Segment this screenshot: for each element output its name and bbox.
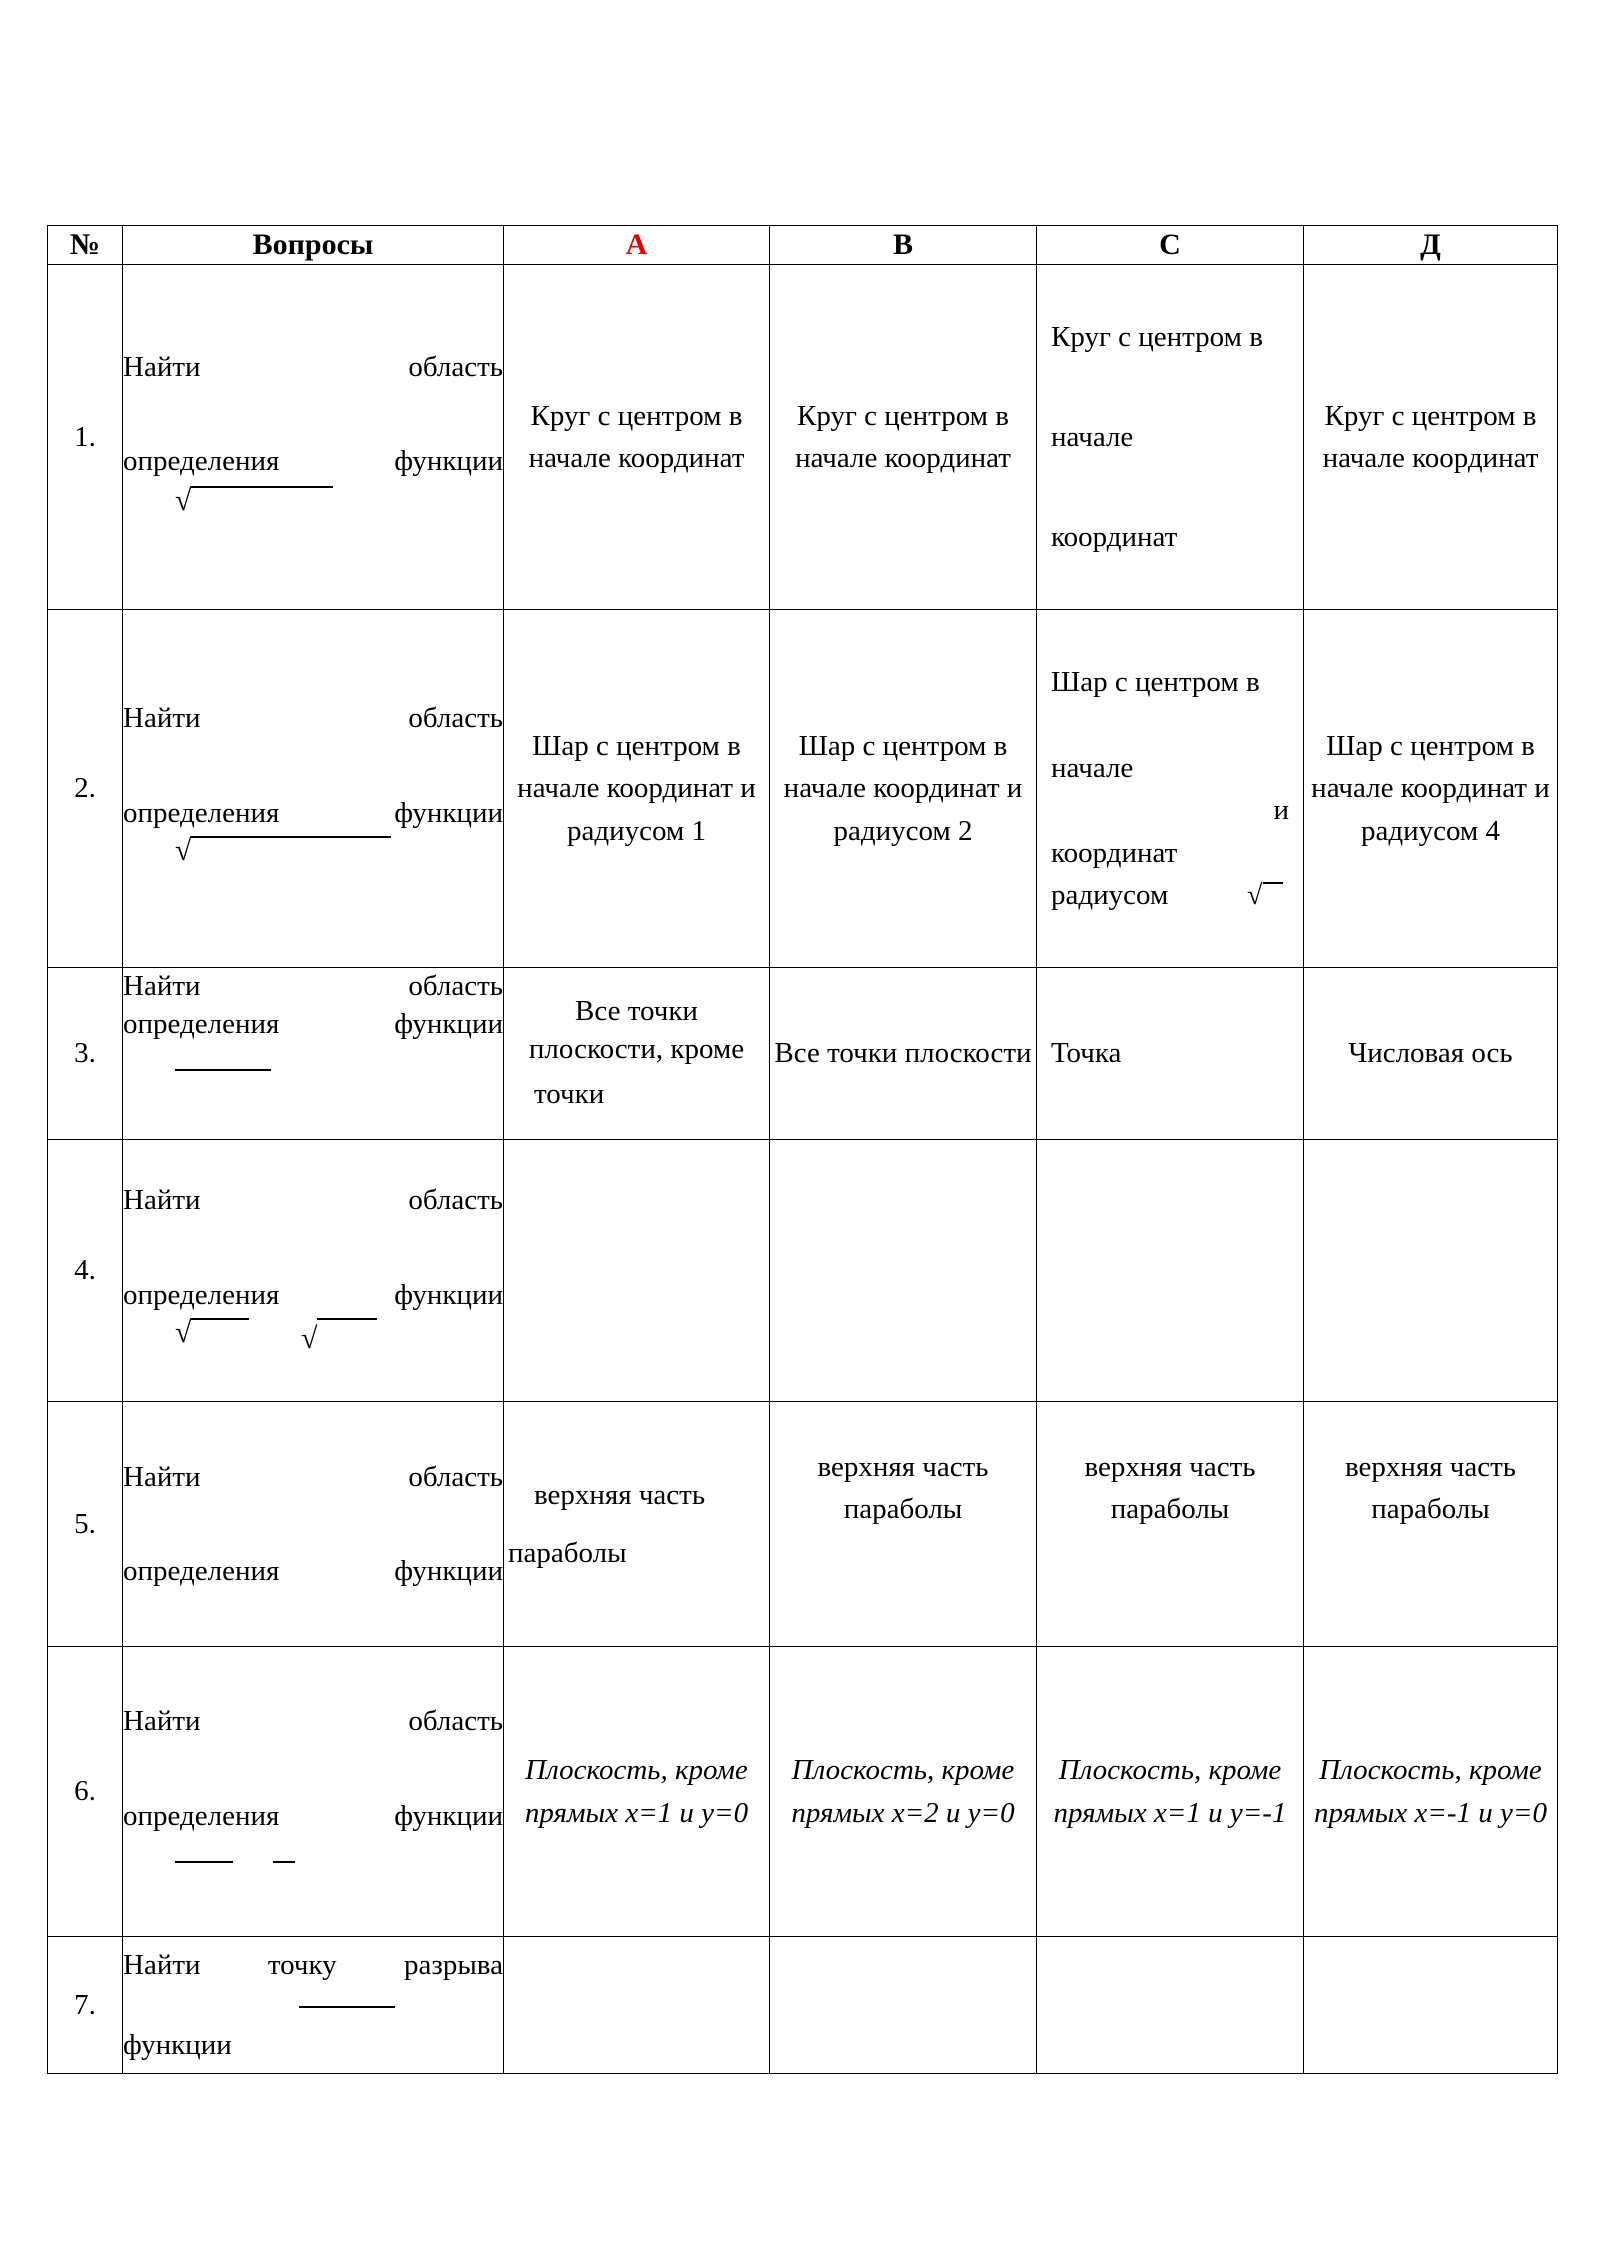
answer-line: координат (1051, 836, 1178, 869)
question-word: определения (123, 796, 280, 829)
answer-d[interactable]: Числовая ось (1304, 968, 1558, 1140)
question-word: разрыва (404, 1948, 503, 1981)
formula-placeholder: √ (123, 482, 503, 528)
answer-line: Все точки (575, 994, 698, 1027)
answer-c[interactable] (1037, 265, 1304, 610)
answer-c[interactable] (1037, 610, 1304, 968)
answer-b[interactable]: Шар с центром в начале координат и радиусом 2 (770, 610, 1037, 968)
header-option-a: А (504, 226, 770, 265)
row-number: 7. (48, 1937, 123, 2074)
table-row (48, 1140, 1558, 1402)
row-number: 4. (48, 1140, 123, 1402)
answer-a[interactable]: Плоскость, кроме прямых x=1 и y=0 (504, 1647, 770, 1937)
answer-c[interactable] (1037, 1140, 1304, 1402)
table-row (48, 968, 1558, 1140)
formula-placeholder (123, 1837, 503, 1883)
question-word: функции (394, 445, 503, 477)
answer-b[interactable]: Круг с центром в начале координат (770, 265, 1037, 610)
answer-line: Круг с центром в (1051, 320, 1263, 353)
row-number: 2. (48, 610, 123, 968)
table-row (48, 1937, 1558, 2074)
header-questions: Вопросы (123, 226, 504, 265)
answer-line: параболы (508, 1537, 627, 1569)
question-word: функции (394, 1799, 503, 1832)
question-word: функции (394, 1278, 503, 1311)
header-option-d: Д (1304, 226, 1558, 265)
answer-a[interactable] (504, 1937, 770, 2074)
question-word: функции (394, 796, 503, 829)
question-word: определения (123, 1278, 280, 1311)
answer-c[interactable]: верхняя часть параболы (1037, 1402, 1304, 1647)
question-word: Найти (123, 350, 201, 383)
quiz-table (47, 225, 1558, 2074)
answer-line: и (1273, 794, 1289, 827)
answer-d[interactable]: Шар с центром в начале координат и радиусом 4 (1304, 610, 1558, 968)
answer-line: начале (1051, 752, 1134, 785)
answer-word: радиусом (1051, 878, 1169, 911)
answer-d[interactable] (1304, 1140, 1558, 1402)
formula-placeholder (123, 1043, 503, 1089)
question-word: определения (123, 1007, 280, 1040)
answer-b[interactable] (770, 1937, 1037, 2074)
table-row (48, 265, 1558, 610)
answer-a[interactable] (504, 1140, 770, 1402)
answer-b[interactable]: Все точки плоскости (770, 968, 1037, 1140)
header-row (48, 226, 1558, 265)
question-word: Найти (123, 1948, 201, 1981)
question-word: Найти (123, 1184, 201, 1217)
question-word: точку (267, 1948, 337, 1981)
question-cell (123, 610, 504, 968)
answer-line: радиусом √ (1051, 874, 1289, 916)
answer-c[interactable]: Плоскость, кроме прямых x=1 и y=-1 (1037, 1647, 1304, 1937)
row-number: 1. (48, 265, 123, 610)
answer-line: координат (1051, 521, 1178, 554)
question-cell (123, 1140, 504, 1402)
answer-line: Шар с центром в (1051, 666, 1260, 699)
answer-line: начале (1051, 420, 1134, 453)
formula-placeholder: √ (123, 834, 503, 880)
row-number: 6. (48, 1647, 123, 1937)
answer-c[interactable] (1037, 1937, 1304, 2074)
question-word: область (408, 350, 503, 383)
formula-placeholder: √ √ (123, 1316, 503, 1362)
question-word: область (408, 1184, 503, 1217)
answer-a[interactable] (504, 1402, 770, 1647)
answer-b[interactable]: верхняя часть параболы (770, 1402, 1037, 1647)
question-word: функции (394, 1007, 503, 1040)
formula-placeholder (123, 1986, 503, 2024)
header-num: № (48, 226, 123, 265)
answer-line: верхняя часть (534, 1478, 706, 1511)
answer-c[interactable]: Точка (1037, 968, 1304, 1140)
question-word: Найти (123, 1705, 201, 1738)
answer-line: точки (534, 1078, 605, 1111)
answer-a[interactable] (504, 968, 770, 1140)
question-cell (123, 1647, 504, 1937)
question-cell (123, 1937, 504, 2074)
question-word: Найти (123, 702, 201, 735)
answer-a[interactable]: Шар с центром в начале координат и радиусом 1 (504, 610, 770, 968)
question-word: функции (394, 1555, 503, 1587)
header-option-c: С (1037, 226, 1304, 265)
question-word: область (408, 1460, 503, 1493)
answer-b[interactable]: Плоскость, кроме прямых x=2 и y=0 (770, 1647, 1037, 1937)
question-word: область (408, 702, 503, 735)
table-row (48, 610, 1558, 968)
row-number: 3. (48, 968, 123, 1140)
answer-d[interactable]: Плоскость, кроме прямых x=-1 и y=0 (1304, 1647, 1558, 1937)
answer-b[interactable] (770, 1140, 1037, 1402)
question-word: область (408, 1705, 503, 1738)
question-word: определения (123, 1799, 280, 1832)
header-option-b: В (770, 226, 1037, 265)
question-word: Найти (123, 1460, 201, 1493)
table-row (48, 1402, 1558, 1647)
question-cell (123, 265, 504, 610)
answer-d[interactable]: верхняя часть параболы (1304, 1402, 1558, 1647)
question-word: определения (123, 445, 280, 477)
answer-a[interactable]: Круг с центром в начале координат (504, 265, 770, 610)
answer-d[interactable]: Круг с центром в начале координат (1304, 265, 1558, 610)
question-word: область (408, 970, 503, 1002)
question-word: функции (123, 2029, 232, 2061)
question-cell (123, 968, 504, 1140)
question-word: определения (123, 1555, 280, 1587)
question-cell (123, 1402, 504, 1647)
row-number: 5. (48, 1402, 123, 1647)
question-word: Найти (123, 970, 201, 1002)
table-row (48, 1647, 1558, 1937)
answer-line: плоскости, кроме (528, 1032, 745, 1065)
answer-d[interactable] (1304, 1937, 1558, 2074)
